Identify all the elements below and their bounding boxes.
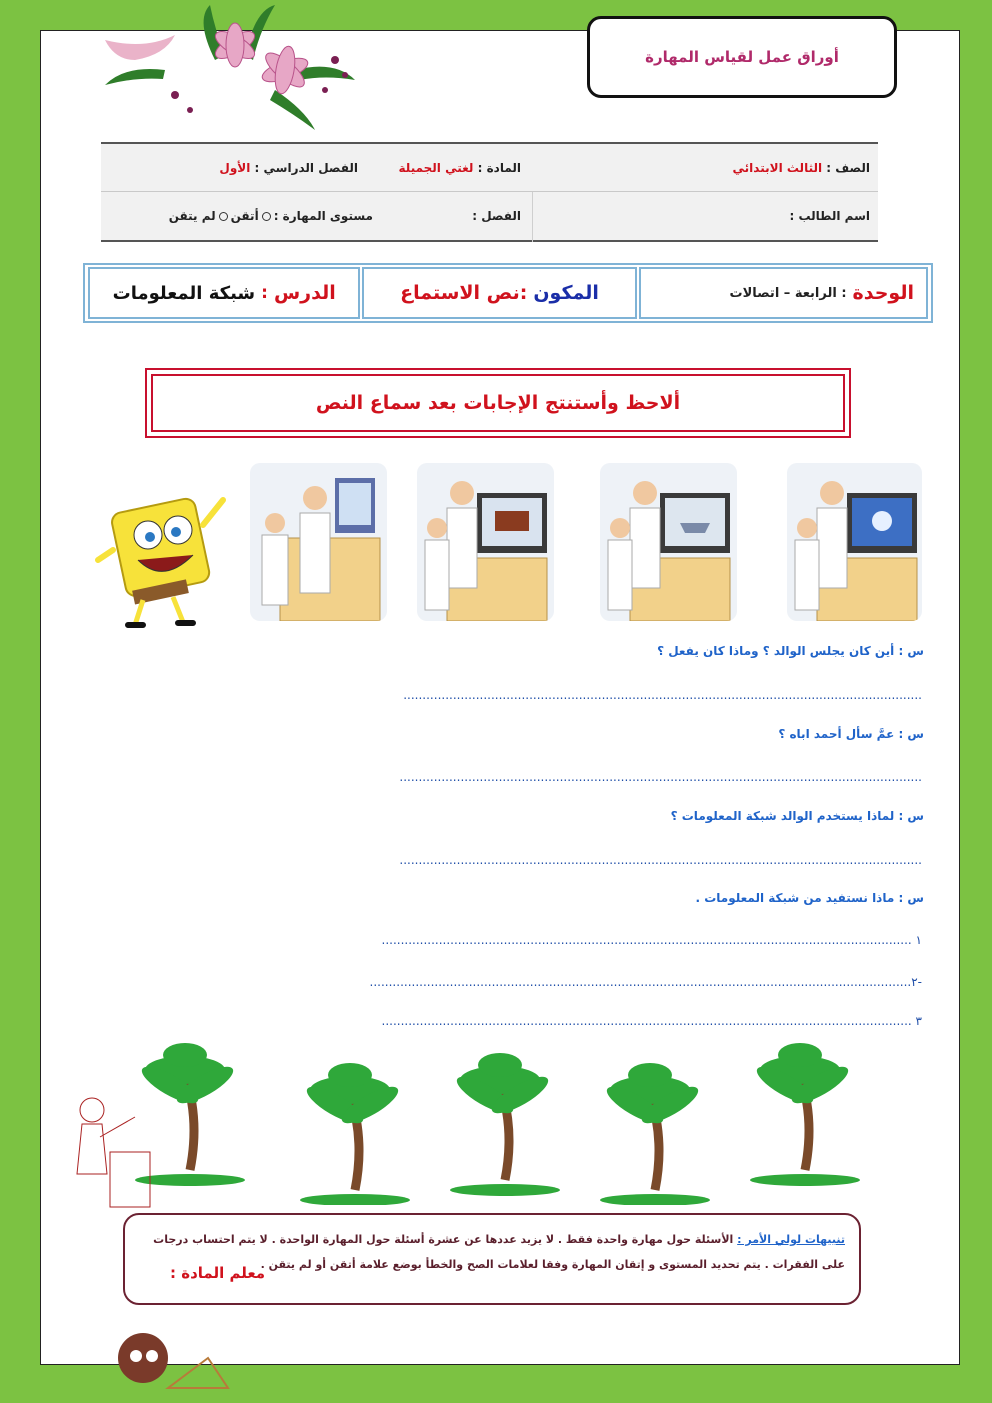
instruction-box bbox=[145, 368, 851, 438]
father-son-computer-icon bbox=[250, 463, 387, 621]
question-3: س : لماذا يستخدم الوالد شبكة المعلومات ؟ bbox=[670, 809, 924, 823]
unit-cell bbox=[639, 267, 928, 319]
answer-line-1[interactable]: ........................................................................................................................................ bbox=[403, 688, 922, 702]
class-label[interactable]: الفصل : bbox=[472, 209, 521, 223]
component-value: :نص الاستماع bbox=[400, 282, 528, 304]
not-mastered-radio[interactable] bbox=[219, 212, 228, 221]
unit-bar bbox=[83, 263, 933, 323]
father-son-computer-icon bbox=[787, 463, 922, 621]
palm-trees-icon bbox=[125, 1030, 895, 1205]
father-son-picture bbox=[250, 463, 387, 621]
term-label: الفصل الدراسي : bbox=[254, 160, 358, 175]
flower-decoration-icon bbox=[95, 0, 425, 135]
student-name-label[interactable]: اسم الطالب : bbox=[789, 209, 870, 223]
student-info-panel bbox=[101, 142, 878, 242]
lesson-colon: : bbox=[261, 283, 268, 303]
grade-value: الثالث الابتدائي bbox=[732, 160, 823, 175]
lesson-label: الدرس bbox=[273, 282, 336, 304]
answer-line-3[interactable]: ......................................................................................................................................... bbox=[399, 853, 922, 867]
father-son-computer-icon bbox=[600, 463, 737, 621]
sponge-character-icon bbox=[88, 475, 238, 635]
grade-label: الصف : bbox=[826, 160, 870, 175]
unit-value: : الرابعة – اتصالات bbox=[729, 285, 847, 301]
notes-text: الأسئلة حول مهارة واحدة فقط . لا يزيد عددها عن عشرة أسئلة حول المهارة الواحدة . لا يتم احتساب درجات على الفقرات . يتم تحديد المستوى و إتقان المهارة وفقا لعلامات الصح والخطأ بوضع علامة أتقن أو لم يتقن . bbox=[153, 1233, 845, 1272]
lesson-value: شبكة المعلومات bbox=[112, 282, 256, 304]
unit-label: الوحدة bbox=[852, 282, 914, 304]
question-1: س : أين كان يجلس الوالد ؟ وماذا كان يفعل ؟ bbox=[657, 644, 924, 658]
answer-line-2[interactable]: ......................................................................................................................................... bbox=[399, 770, 922, 784]
benefit-line-2[interactable]: -٢.............................................................................................................................................. bbox=[369, 975, 922, 989]
not-mastered-option: لم يتقن bbox=[168, 209, 216, 223]
lesson-cell bbox=[88, 267, 360, 319]
teacher-label: معلم المادة : bbox=[170, 1264, 266, 1282]
father-son-picture bbox=[417, 463, 554, 621]
info-row-1 bbox=[101, 144, 878, 192]
question-4: س : ماذا نستفيد من شبكة المعلومات . bbox=[695, 891, 924, 905]
worksheet-title: أوراق عمل لقياس المهارة bbox=[587, 16, 897, 98]
term-value: الأول bbox=[219, 160, 251, 175]
father-son-picture bbox=[600, 463, 737, 621]
cartoon-character-icon bbox=[108, 1318, 238, 1403]
skill-level-label: مستوى المهارة : bbox=[273, 209, 373, 223]
info-row-2 bbox=[101, 192, 878, 240]
parent-notes-box bbox=[123, 1213, 861, 1305]
mastered-radio[interactable] bbox=[262, 212, 271, 221]
notes-title: تنبيهات لولي الأمر : bbox=[737, 1233, 845, 1246]
father-son-picture bbox=[787, 463, 922, 621]
student-sketch-icon bbox=[70, 1092, 160, 1212]
subject-value: لغتي الجميلة bbox=[398, 160, 474, 175]
question-2: س : عمَّ سأل أحمد اباه ؟ bbox=[778, 727, 924, 741]
subject-label: المادة : bbox=[477, 160, 521, 175]
mastered-option: أتقن bbox=[230, 209, 259, 223]
component-cell bbox=[362, 267, 636, 319]
benefit-line-1[interactable]: ١ ........................................................................................................................................... bbox=[381, 933, 922, 947]
component-label: المكون bbox=[533, 282, 599, 304]
benefit-line-3[interactable]: ٣ ........................................................................................................................................... bbox=[381, 1014, 922, 1028]
father-son-computer-icon bbox=[417, 463, 554, 621]
instruction-text: ألاحظ وأستنتج الإجابات بعد سماع النص bbox=[151, 374, 845, 432]
